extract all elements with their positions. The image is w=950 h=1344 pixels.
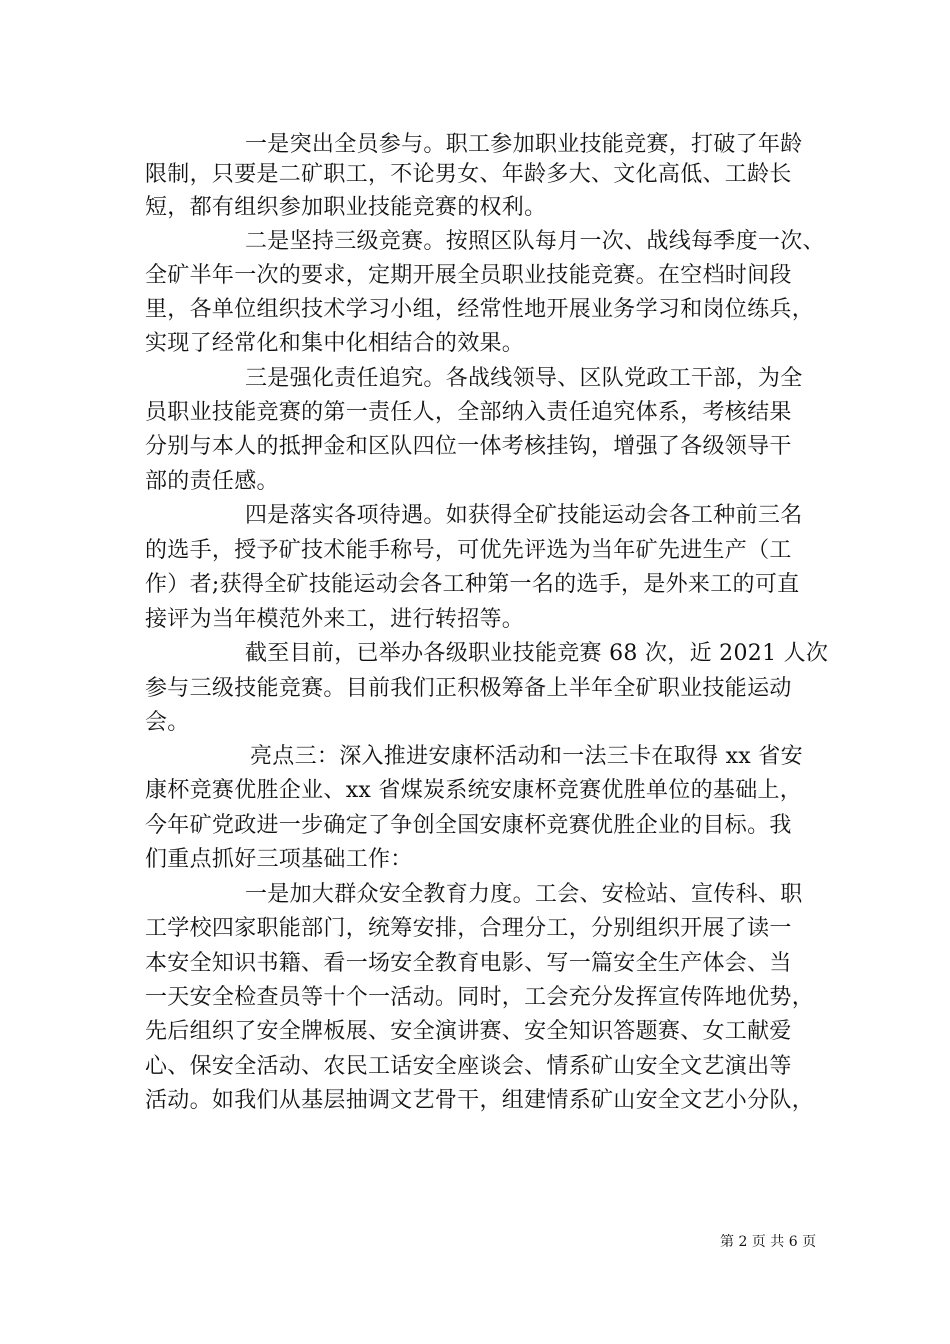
- text-line: 接评为当年模范外来工，进行转招等。: [145, 607, 525, 632]
- text-line: 先后组织了安全牌板展、安全演讲赛、安全知识答题赛、女工献爱: [145, 1019, 792, 1044]
- text-line: 限制，只要是二矿职工，不论男女、年龄多大、文化高低、工龄长: [145, 162, 792, 187]
- text-line: 全矿半年一次的要求，定期开展全员职业技能竞赛。在空档时间段: [145, 263, 792, 288]
- text-line: 工学校四家职能部门，统筹安排，合理分工，分别组织开展了读一: [145, 916, 792, 941]
- text-line: 心、保安全活动、农民工话安全座谈会、情系矿山安全文艺演出等: [145, 1054, 792, 1079]
- text-line: 实现了经常化和集中化相结合的效果。: [145, 331, 525, 356]
- text-line: 二是坚持三级竞赛。按照区队每月一次、战线每季度一次、: [245, 229, 825, 254]
- text-line: 一是加大群众安全教育力度。工会、安检站、宣传科、职: [245, 882, 803, 907]
- text-line: 一是突出全员参与。职工参加职业技能竞赛，打破了年龄: [245, 132, 803, 157]
- text-line: 部的责任感。: [145, 469, 279, 494]
- text-line: 会。: [145, 710, 190, 735]
- text-line: 亮点三：深入推进安康杯活动和一法三卡在取得 xx 省安: [250, 744, 803, 769]
- text-line: 们重点抓好三项基础工作：: [145, 847, 413, 872]
- text-line: 作）者;获得全矿技能运动会各工种第一名的选手，是外来工的可直: [145, 572, 800, 597]
- text-line: 参与三级技能竞赛。目前我们正积极筹备上半年全矿职业技能运动: [145, 676, 792, 701]
- text-line: 一天安全检查员等十个一活动。同时，工会充分发挥宣传阵地优势，: [145, 985, 815, 1010]
- text-line: 今年矿党政进一步确定了争创全国安康杯竞赛优胜企业的目标。我: [145, 813, 792, 838]
- text-line: 里，各单位组织技术学习小组，经常性地开展业务学习和岗位练兵，: [145, 297, 815, 322]
- text-line: 员职业技能竞赛的第一责任人，全部纳入责任追究体系，考核结果: [145, 400, 792, 425]
- text-line: 本安全知识书籍、看一场安全教育电影、写一篇安全生产体会、当: [145, 951, 792, 976]
- text-line: 四是落实各项待遇。如获得全矿技能运动会各工种前三名: [245, 503, 803, 528]
- text-line: 康杯竞赛优胜企业、xx 省煤炭系统安康杯竞赛优胜单位的基础上，: [145, 778, 803, 803]
- text-line: 截至目前，已举办各级职业技能竞赛 68 次，近 2021 人次: [245, 641, 829, 666]
- text-line: 分别与本人的抵押金和区队四位一体考核挂钩，增强了各级领导干: [145, 434, 792, 459]
- page-number: 第 2 页 共 6 页: [720, 1234, 817, 1250]
- text-line: 活动。如我们从基层抽调文艺骨干，组建情系矿山安全文艺小分队，: [145, 1088, 815, 1113]
- text-line: 短，都有组织参加职业技能竞赛的权利。: [145, 195, 547, 220]
- text-line: 的选手，授予矿技术能手称号，可优先评选为当年矿先进生产（工: [145, 538, 792, 563]
- text-line: 三是强化责任追究。各战线领导、区队党政工干部，为全: [245, 366, 803, 391]
